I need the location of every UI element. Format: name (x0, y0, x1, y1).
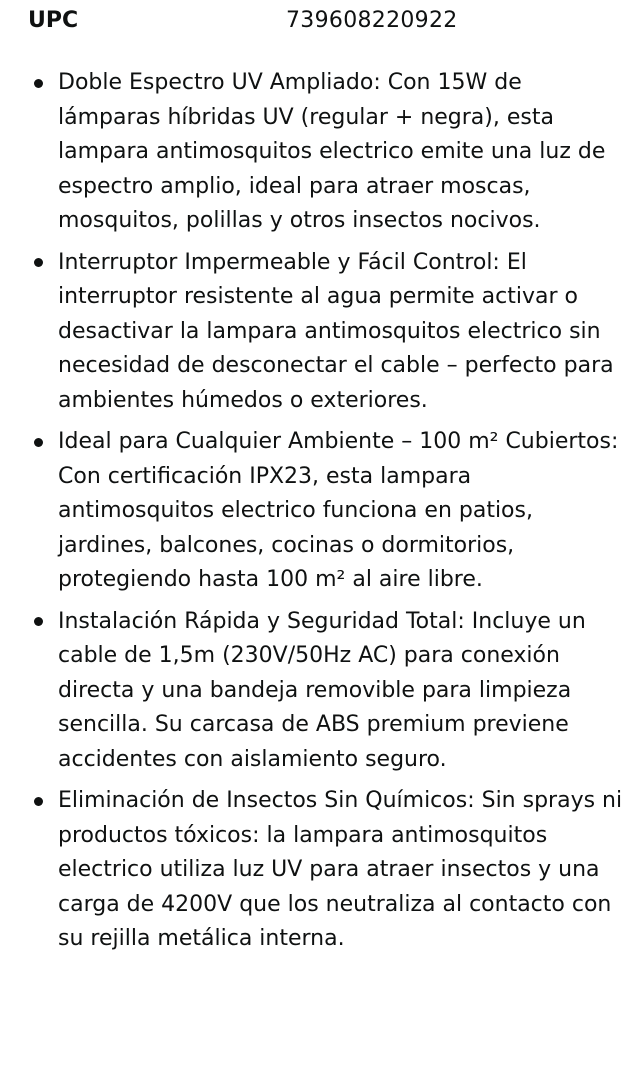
feature-bullet-text: Instalación Rápida y Seguridad Total: Incluye un cable de 1,5m (230V/50Hz AC) para conexión directa y una bandeja removible para limpieza sencilla. Su carcasa de ABS premium previene accidentes con aislamiento seguro. (58, 608, 586, 772)
feature-bullet (0, 784, 640, 957)
bullet-dot-icon (34, 617, 43, 626)
feature-bullet (0, 246, 640, 419)
feature-bullet (0, 66, 640, 239)
bullet-dot-icon (34, 258, 43, 267)
feature-bullet-text: Eliminación de Insectos Sin Químicos: Sin sprays ni productos tóxicos: la lampara antimosquitos electrico utiliza luz UV para atraer insectos y una carga de 4200V que los neutraliza al contacto con su rejilla metálica interna. (58, 788, 623, 951)
upc-value: 739608220922 (286, 8, 458, 33)
feature-bullet-text: Ideal para Cualquier Ambiente – 100 m² Cubiertos: Con certificación IPX23, esta lampara antimosquitos electrico funciona en patios, jardines, balcones, cocinas o dormitorios, protegiendo hasta 100 m² al aire libre. (58, 429, 619, 592)
bullet-dot-icon (34, 438, 43, 447)
upc-label: UPC (28, 8, 79, 33)
bullet-dot-icon (34, 79, 43, 88)
feature-bullet-text: Doble Espectro UV Ampliado: Con 15W de lámparas híbridas UV (regular + negra), esta lampara antimosquitos electrico emite una luz de espectro amplio, ideal para atraer moscas, mosquitos, polillas y otros insectos nocivos. (58, 70, 606, 233)
upc-row (0, 6, 640, 36)
bullet-dot-icon (34, 797, 43, 806)
feature-bullet-list (0, 66, 640, 964)
feature-bullet (0, 605, 640, 778)
feature-bullet-text: Interruptor Impermeable y Fácil Control: El interruptor resistente al agua permite activar o desactivar la lampara antimosquitos electrico sin necesidad de desconectar el cable – perfecto para ambientes húmedos o exteriores. (58, 249, 614, 413)
feature-bullet (0, 425, 640, 598)
